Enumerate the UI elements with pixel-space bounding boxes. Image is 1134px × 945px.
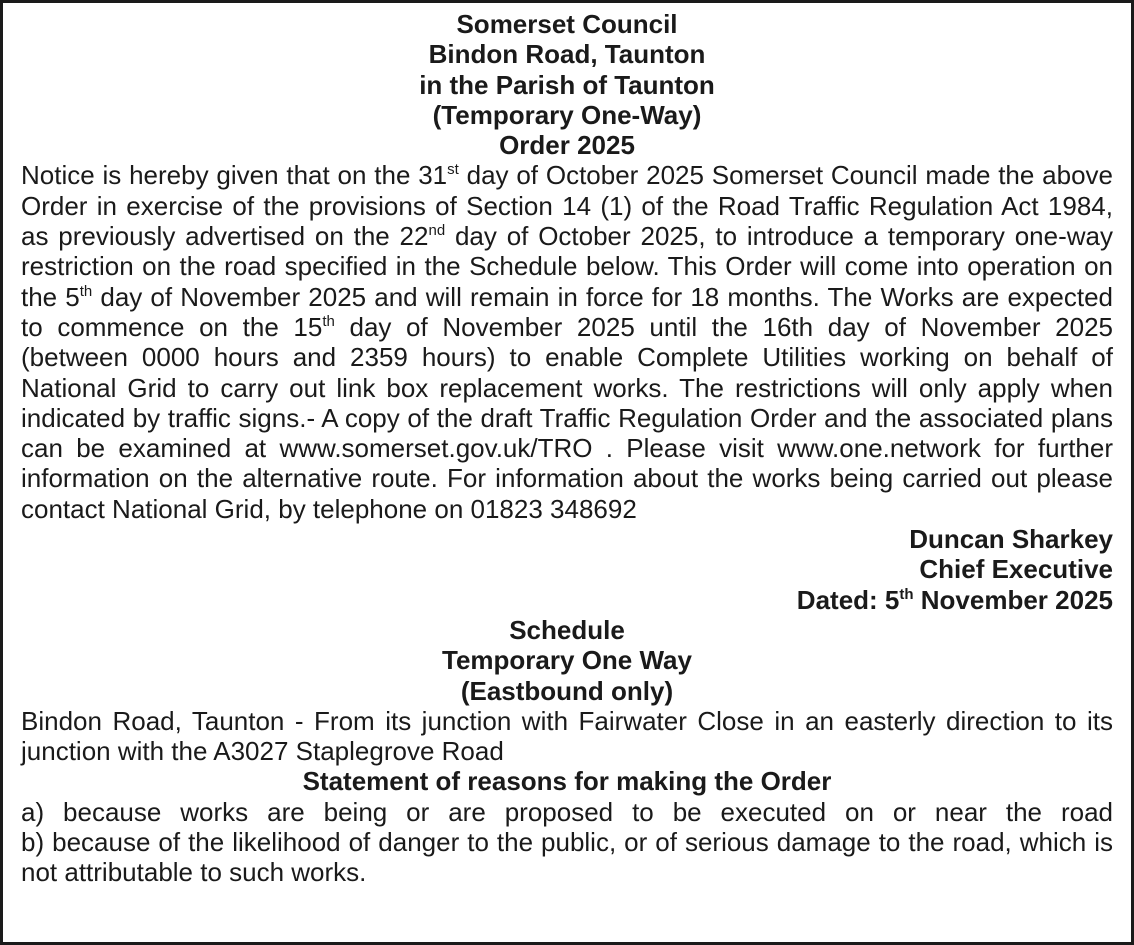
notice-heading xyxy=(21,9,1113,160)
reason-b: b) because of the likelihood of danger to the public, or of serious damage to the road, which is not attributable to such works. xyxy=(21,827,1113,888)
schedule-description: Bindon Road, Taunton - From its junction with Fairwater Close in an easterly direction to its junction with the A3027 Staplegrove Road xyxy=(21,705,1113,767)
dated-line xyxy=(21,585,1113,615)
schedule-subtitle: Temporary One Way xyxy=(442,645,692,676)
notice-body xyxy=(21,160,1113,524)
signatory-title: Chief Executive xyxy=(919,554,1113,585)
heading-order-type: (Temporary One-Way) xyxy=(432,99,702,130)
reason-a: a) because works are being or are proposed to be executed on or near the road xyxy=(21,796,1113,827)
dated-suffix: November 2025 xyxy=(913,584,1113,615)
body-sup-1: st xyxy=(447,161,459,179)
body-part-1: Notice is hereby given that on the 31 xyxy=(21,160,448,191)
dated-sup: th xyxy=(899,585,914,603)
heading-parish: in the Parish of Taunton xyxy=(419,69,715,100)
reasons-title: Statement of reasons for making the Order xyxy=(302,766,832,797)
body-part-3: day of October 2025, to introduce a temporary one-way restriction on the road specified in the Schedule below. This Order will come into operation on the 5 xyxy=(21,221,1113,312)
heading-order-year: Order 2025 xyxy=(499,130,635,161)
body-sup-3: th xyxy=(79,282,93,300)
heading-council: Somerset Council xyxy=(456,9,678,39)
body-part-5: day of November 2025 until the 16th day of November 2025 (between 0000 hours and 2359 hours) to enable Complete Utilities working on behalf of National Grid to carry out link box replacement works. The restrictions will only apply when indicated by traffic signs.- A copy of the draft Traffic Regulation Order and the associated plans can be examined at www.somerset.gov.uk/TRO . Please visit www.one.network for further information on the alternative route. For information about the works being carried out please contact National Grid, by telephone on 01823 348692 xyxy=(21,311,1114,524)
schedule-direction: (Eastbound only) xyxy=(460,675,674,706)
body-part-4: day of November 2025 and will remain in force for 18 months. The Works are expected to commence on the 15 xyxy=(21,281,1113,342)
signature-block xyxy=(21,524,1113,615)
dated-prefix: Dated: 5 xyxy=(796,584,900,615)
body-sup-2: nd xyxy=(428,222,446,240)
body-sup-4: th xyxy=(322,312,335,330)
body-part-2: day of October 2025 Somerset Council made the above Order in exercise of the provisions of Section 14 (1) of the Road Traffic Regulation Act 1984, as previously advertised on the 22 xyxy=(21,160,1114,252)
schedule-title: Schedule xyxy=(509,614,625,645)
heading-road: Bindon Road, Taunton xyxy=(428,39,706,70)
schedule-heading xyxy=(21,615,1113,706)
signatory-name: Duncan Sharkey xyxy=(909,524,1113,555)
